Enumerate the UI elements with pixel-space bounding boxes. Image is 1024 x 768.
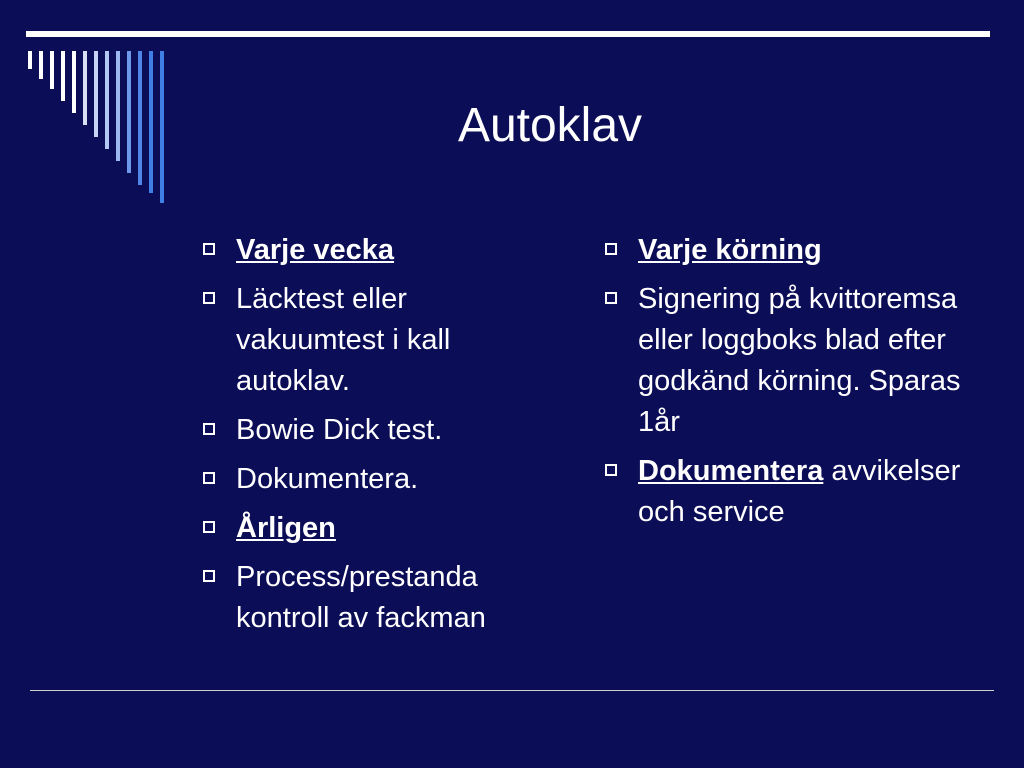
bottom-rule (30, 690, 994, 691)
square-bullet-icon (605, 292, 617, 304)
list-item (602, 230, 962, 271)
square-bullet-icon (203, 521, 215, 533)
square-bullet-icon (605, 464, 617, 476)
list-text: Dokumentera. (236, 463, 419, 495)
square-bullet-icon (203, 472, 215, 484)
list-item (602, 451, 962, 533)
list-text: Bowie Dick test. (236, 414, 443, 446)
stripe (116, 51, 120, 161)
list-item (200, 230, 560, 271)
list-item (200, 279, 560, 402)
list-heading: Varje vecka (236, 234, 395, 266)
stripe (83, 51, 87, 125)
slide-title: Autoklav (457, 99, 643, 152)
list-item (200, 557, 560, 639)
list-heading: Dokumentera (638, 455, 824, 487)
list-text: Signering på kvittoremsa eller loggboks blad efter godkänd körning. Sparas 1år (638, 283, 961, 438)
square-bullet-icon (203, 292, 215, 304)
list-item (200, 508, 560, 549)
stripe (105, 51, 109, 149)
stripe (138, 51, 142, 185)
list-heading: Varje körning (638, 234, 822, 266)
left-column (200, 230, 560, 647)
decorative-stripes (0, 0, 200, 220)
stripe (72, 51, 76, 113)
list-heading: Årligen (236, 512, 336, 544)
list-text: Läcktest eller vakuumtest i kall autoklav. (236, 283, 451, 397)
stripe (28, 51, 32, 69)
stripe (160, 51, 164, 203)
list-item (200, 410, 560, 451)
stripe (127, 51, 131, 173)
stripe (61, 51, 65, 101)
square-bullet-icon (203, 243, 215, 255)
stripe (50, 51, 54, 89)
square-bullet-icon (203, 570, 215, 582)
list-item (602, 279, 962, 443)
stripe (39, 51, 43, 79)
stripe (94, 51, 98, 137)
list-text: avvikelser och service (638, 455, 961, 528)
square-bullet-icon (605, 243, 617, 255)
list-item (200, 459, 560, 500)
square-bullet-icon (203, 423, 215, 435)
stripe (149, 51, 153, 193)
right-column (602, 230, 962, 541)
list-text: Process/prestanda kontroll av fackman (236, 561, 486, 634)
